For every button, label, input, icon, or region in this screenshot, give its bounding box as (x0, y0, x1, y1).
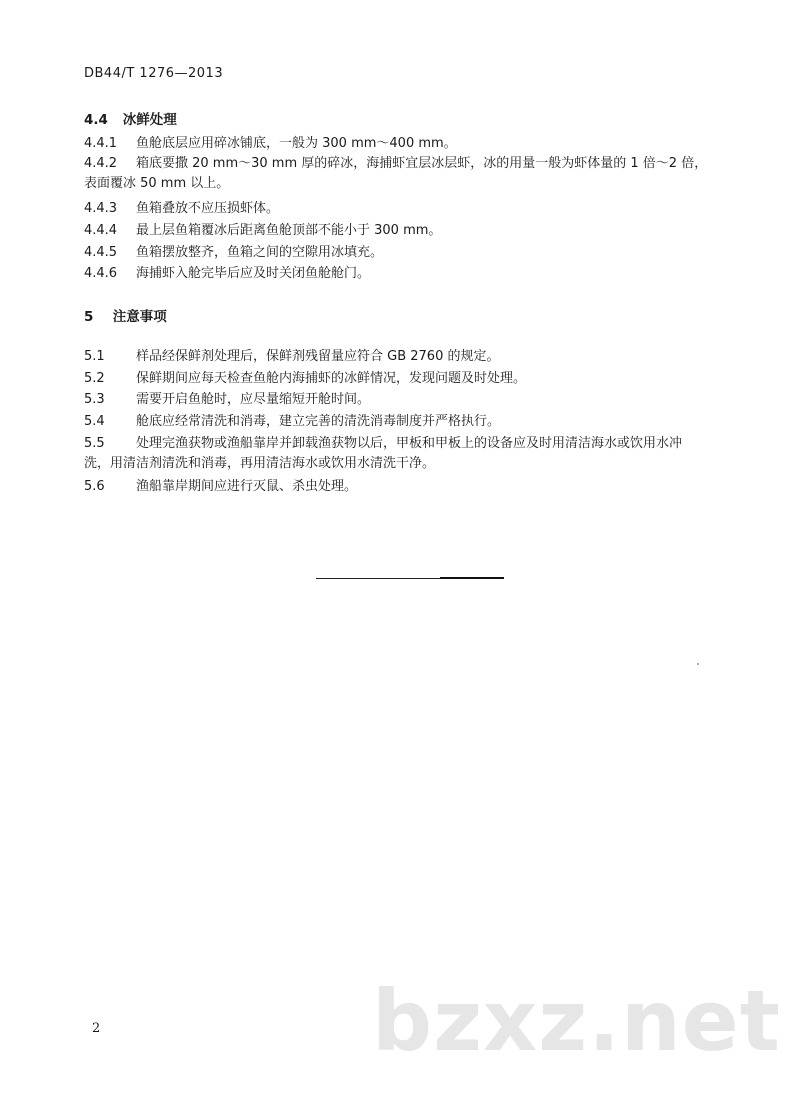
clause-text: 样品经保鲜剂处理后，保鲜剂残留量应符合 GB 2760 的规定。 (136, 349, 500, 364)
clause-number: 4.4.5 (84, 245, 118, 260)
clause-text: 保鲜期间应每天检查鱼舱内海捕虾的冰鲜情况，发现问题及时处理。 (136, 371, 527, 386)
page-number: 2 (92, 1021, 101, 1036)
clause-5-1 (84, 347, 724, 367)
clause-text: 海捕虾入舱完毕后应及时关闭鱼舱舱门。 (136, 266, 371, 281)
section-number: 4.4 (84, 112, 108, 128)
clause-number: 4.4.1 (84, 136, 118, 151)
clause-4-4-3 (84, 199, 724, 219)
clause-4-4-5 (84, 243, 724, 263)
clause-text-continued: 洗，用清洁剂清洗和消毒，再用清洁海水或饮用水清洗干净。 (84, 456, 436, 471)
clause-text: 舱底应经常清洗和消毒，建立完善的清洗消毒制度并严格执行。 (136, 414, 501, 429)
clause-text: 渔船靠岸期间应进行灭鼠、杀虫处理。 (136, 479, 358, 494)
clause-4-4-2 (84, 154, 724, 194)
clause-number: 5.4 (84, 414, 105, 429)
clause-text: 处理完渔获物或渔船靠岸并卸载渔获物以后，甲板和甲板上的设备应及时用清洁海水或饮用水冲 (136, 436, 683, 451)
clause-5-5 (84, 434, 724, 474)
clause-text: 箱底要撒 20 mm～30 mm 厚的碎冰，海捕虾宜层冰层虾，冰的用量一般为虾体量的 1 倍～2 倍， (136, 156, 708, 171)
clause-number: 4.4.6 (84, 266, 118, 281)
clause-number: 5.6 (84, 479, 105, 494)
section-title: 注意事项 (112, 309, 167, 325)
clause-text: 需要开启鱼舱时，应尽量缩短开舱时间。 (136, 392, 371, 407)
clause-number: 4.4.2 (84, 156, 118, 171)
end-rule-accent (440, 577, 504, 579)
clause-text: 鱼舱底层应用碎冰铺底，一般为 300 mm～400 mm。 (136, 136, 457, 151)
clause-number: 5.3 (84, 392, 105, 407)
clause-text: 最上层鱼箱覆冰后距离鱼舱顶部不能小于 300 mm。 (136, 223, 442, 238)
clause-4-4-1 (84, 134, 724, 154)
clause-text-continued: 表面覆冰 50 mm 以上。 (84, 176, 230, 191)
section-heading-4-4 (84, 108, 177, 128)
clause-number: 5.2 (84, 371, 105, 386)
watermark: bzxz.net (372, 972, 781, 1070)
clause-number: 4.4.4 (84, 223, 118, 238)
clause-5-3 (84, 390, 724, 410)
clause-5-4 (84, 412, 724, 432)
clause-number: 4.4.3 (84, 201, 118, 216)
clause-text: 鱼箱摆放整齐，鱼箱之间的空隙用冰填充。 (136, 245, 384, 260)
clause-4-4-4 (84, 221, 724, 241)
standard-code: DB44/T 1276—2013 (84, 66, 224, 81)
section-heading-5 (84, 305, 167, 325)
clause-number: 5.1 (84, 349, 105, 364)
clause-number: 5.5 (84, 436, 105, 451)
section-title: 冰鲜处理 (122, 112, 177, 128)
clause-text: 鱼箱叠放不应压损虾体。 (136, 201, 280, 216)
section-number: 5 (84, 309, 94, 325)
clause-4-4-6 (84, 264, 724, 284)
scan-speck (697, 663, 699, 665)
clause-5-6 (84, 477, 724, 497)
clause-5-2 (84, 369, 724, 389)
